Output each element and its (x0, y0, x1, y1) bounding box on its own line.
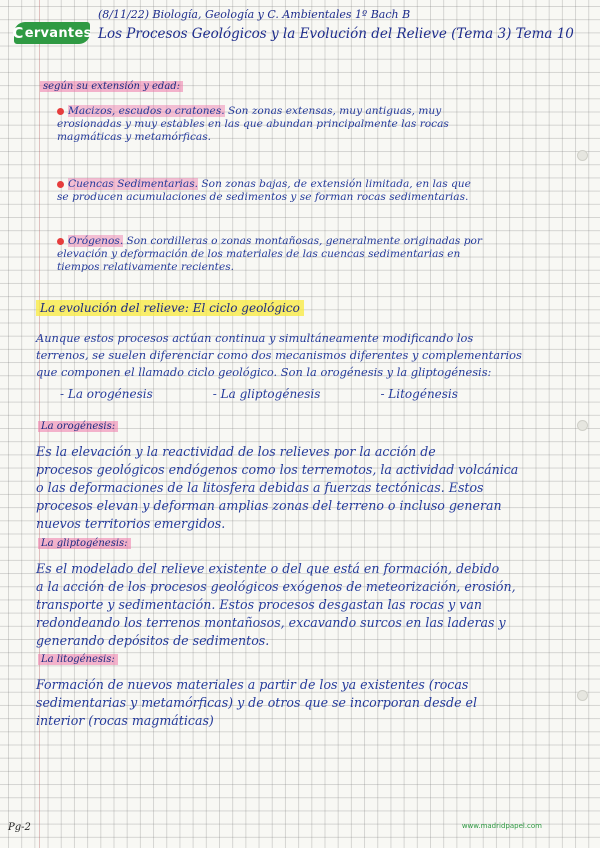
list-item: - La gliptogénesis (212, 387, 321, 401)
bullet-orogenos: Orógenos. Son cordilleras o zonas montañosas, generalmente originadas por elevación y deformación de los materiales de las cuencas sedimentarias en tiempos relativamente recientes. (57, 235, 482, 274)
section-paragraph: Aunque estos procesos actúan continua y simultáneamente modificando los terrenos, se suelen diferenciar como dos mecanismos diferentes y complementarios que componen el llamado ciclo geológico. Son la orogénesis y la gliptogénesis: (36, 331, 522, 379)
litogenesis-heading: La litogénesis: (38, 653, 118, 666)
binder-hole (577, 690, 588, 701)
bullet-term: Orógenos. (68, 235, 124, 247)
list-item: - La orogénesis (60, 387, 153, 401)
header-title-line: Los Procesos Geológicos y la Evolución del Relieve (Tema 3) Tema 10 (98, 26, 574, 42)
gliptogenesis-paragraph: Es el modelado del relieve existente o del que está en formación, debido a la acción de los procesos geológicos exógenos de meteorización, erosión, transporte y sedimentación. Estos procesos desgastan las rocas y van redondeando los terrenos montañosos, excavando surcos en las laderas y generando depósitos de sedimentos. (36, 561, 516, 648)
cervantes-logo: C ervantes (12, 24, 92, 42)
header-date-line: (8/11/22) Biología, Geología y C. Ambientales 1º Bach B (98, 8, 411, 21)
binder-hole (577, 420, 588, 431)
bullet-term: Cuencas Sedimentarias. (68, 178, 199, 190)
list-item: - Litogénesis (380, 387, 458, 401)
footer-url: www.madridpapel.com (461, 822, 542, 830)
bullet-term: Macizos, escudos o cratones. (68, 105, 225, 117)
orogenesis-heading: La orogénesis: (38, 420, 118, 433)
section-heading: La evolución del relieve: El ciclo geológico (36, 302, 304, 316)
bullet-dot-icon (57, 238, 64, 245)
bullet-dot-icon (57, 181, 64, 188)
gliptogenesis-heading: La gliptogénesis: (38, 537, 131, 550)
bullet-cuencas: Cuencas Sedimentarias. Son zonas bajas, de extensión limitada, en las que se producen acumulaciones de sedimentos y se forman rocas sedimentarias. (57, 178, 471, 204)
binder-hole (577, 150, 588, 161)
litogenesis-paragraph: Formación de nuevos materiales a partir de los ya existentes (rocas sedimentarias y metamórficas) y de otros que se incorporan desde el interior (rocas magmáticas) (36, 677, 478, 728)
orogenesis-paragraph: Es la elevación y la reactividad de los relieves por la acción de procesos geológicos endógenos como los terremotos, la actividad volcánica o las deformaciones de la litosfera debidas a fuerzas tectónicas. Estos procesos elevan y deforman amplias zonas del terreno o incluso generan nuevos territorios emergidos. (36, 444, 519, 531)
intro-heading: según su extensión y edad: (40, 80, 183, 93)
page-number: Pg-2 (8, 822, 31, 833)
bullet-dot-icon (57, 108, 64, 115)
bullet-macizos: Macizos, escudos o cratones. Son zonas extensas, muy antiguas, muy erosionadas y muy estables en las que abundan principalmente las rocas magmáticas y metamórficas. (57, 105, 449, 144)
section-list (60, 388, 458, 401)
